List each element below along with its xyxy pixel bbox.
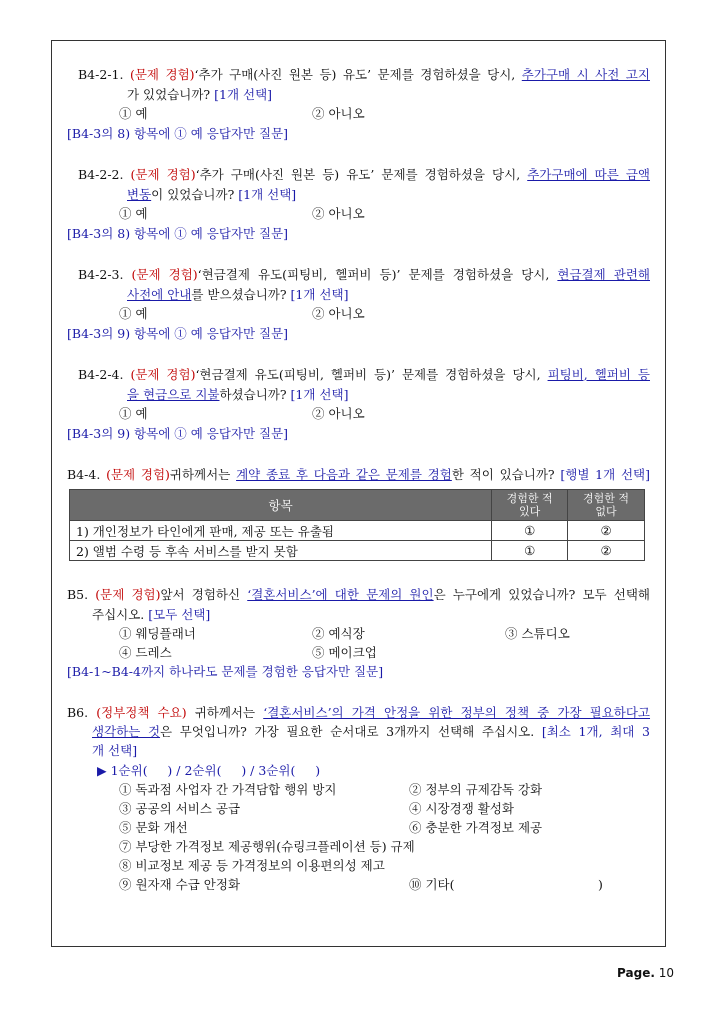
rank-input-line[interactable]: ▶ 1순위( ) / 2순위( ) / 3순위( ) bbox=[97, 763, 321, 778]
question-b4-2-1 bbox=[78, 66, 650, 84]
question-text-cont: 를 받으셨습니까? bbox=[191, 287, 287, 302]
question-text-cont: 가 있었습니까? bbox=[127, 87, 211, 102]
option-wedding-planner[interactable]: ① 웨딩플래너 bbox=[119, 626, 196, 641]
selection-rule: [1개 선택] bbox=[290, 387, 349, 402]
question-number: B4-2-4. bbox=[78, 367, 124, 382]
option-wedding-hall[interactable]: ② 예식장 bbox=[312, 626, 365, 641]
option-other[interactable]: ⑩ 기타( bbox=[409, 877, 455, 892]
option-regulate-unfair-info[interactable]: ⑦ 부당한 가격정보 제공행위(슈링크플레이션 등) 규제 bbox=[119, 839, 415, 854]
question-b5-line2 bbox=[92, 606, 210, 624]
question-text: ‘추가 구매(사진 원본 등) 유도’ 문제를 경험하셨을 당시, bbox=[195, 167, 521, 182]
question-text-cont: 은 무엇입니까? 가장 필요한 순서대로 3개까지 선택해 주십시오. bbox=[160, 724, 535, 739]
selection-rule: [1개 선택] bbox=[290, 287, 349, 302]
question-b4-2-3 bbox=[78, 266, 650, 284]
option-strengthen-regulation[interactable]: ② 정부의 규제감독 강화 bbox=[409, 782, 543, 797]
question-keyword: 계약 종료 후 다음과 같은 문제를 경험 bbox=[236, 467, 452, 482]
question-text: 귀하께서는 bbox=[194, 705, 256, 720]
question-text: 앞서 경험하신 bbox=[160, 587, 241, 602]
option-no[interactable]: ② 아니오 bbox=[312, 406, 365, 421]
question-number: B6. bbox=[67, 705, 89, 720]
question-tag: (정부정책 수요) bbox=[96, 705, 187, 720]
option-price-info[interactable]: ⑥ 충분한 가격정보 제공 bbox=[409, 820, 543, 835]
question-tag: (문제 경험) bbox=[131, 267, 198, 282]
option-other-close: ) bbox=[598, 877, 603, 892]
question-keyword: ‘결혼서비스’에 대한 문제의 원인 bbox=[247, 587, 434, 602]
option-no[interactable]: ② 아니오 bbox=[312, 206, 365, 221]
option-not-experienced[interactable]: ② bbox=[568, 541, 645, 561]
filter-note: [B4-1~B4-4까지 하나라도 문제를 경험한 응답자만 질문] bbox=[67, 664, 384, 679]
option-not-experienced[interactable]: ② bbox=[568, 521, 645, 541]
selection-rule: [모두 선택] bbox=[148, 607, 211, 622]
question-keyword: 추가구매 시 사전 고지 bbox=[521, 67, 650, 82]
question-keyword: 피팅비, 헬퍼비 등 bbox=[547, 367, 650, 382]
row-item: 2) 앨범 수령 등 후속 서비스를 받지 못함 bbox=[70, 541, 492, 561]
option-experienced[interactable]: ① bbox=[492, 521, 568, 541]
question-b4-2-4 bbox=[78, 366, 650, 384]
row-item: 1) 개인정보가 타인에게 판매, 제공 또는 유출됨 bbox=[70, 521, 492, 541]
option-public-supply[interactable]: ③ 공공의 서비스 공급 bbox=[119, 801, 241, 816]
option-yes[interactable]: ① 예 bbox=[119, 206, 148, 221]
option-dress[interactable]: ④ 드레스 bbox=[119, 645, 172, 660]
option-material-supply[interactable]: ⑨ 원자재 수급 안정화 bbox=[119, 877, 241, 892]
question-b6 bbox=[67, 704, 650, 722]
question-number: B4-4. bbox=[67, 467, 101, 482]
option-culture-improvement[interactable]: ⑤ 문화 개선 bbox=[119, 820, 188, 835]
header-not-experienced: 경험한 적 없다 bbox=[568, 490, 645, 521]
question-tag: (문제 경험) bbox=[95, 587, 161, 602]
filter-note: [B4-3의 8) 항목에 ① 예 응답자만 질문] bbox=[67, 126, 289, 141]
selection-rule: [행별 1개 선택] bbox=[560, 467, 650, 482]
filter-note: [B4-3의 9) 항목에 ① 예 응답자만 질문] bbox=[67, 426, 289, 441]
option-no[interactable]: ② 아니오 bbox=[312, 106, 365, 121]
option-makeup[interactable]: ⑤ 메이크업 bbox=[312, 645, 377, 660]
question-number: B4-2-3. bbox=[78, 267, 124, 282]
selection-rule: [1개 선택] bbox=[238, 187, 297, 202]
question-keyword-cont: 사전에 안내 bbox=[127, 287, 192, 302]
question-tag: (문제 경험) bbox=[129, 67, 195, 82]
question-tag: (문제 경험) bbox=[130, 367, 196, 382]
question-text: ‘추가 구매(사진 원본 등) 유도’ 문제를 경험하셨을 당시, bbox=[194, 67, 516, 82]
question-number: B4-2-1. bbox=[78, 67, 124, 82]
filter-note: [B4-3의 8) 항목에 ① 예 응답자만 질문] bbox=[67, 226, 289, 241]
experience-table bbox=[69, 489, 645, 561]
question-text-cont: 이 있었습니까? bbox=[151, 187, 235, 202]
question-b5 bbox=[67, 586, 650, 604]
question-tag: (문제 경험) bbox=[106, 467, 170, 482]
question-number: B5. bbox=[67, 587, 89, 602]
option-market-competition[interactable]: ④ 시장경쟁 활성화 bbox=[409, 801, 514, 816]
option-experienced[interactable]: ① bbox=[492, 541, 568, 561]
question-text-cont: 주십시오. bbox=[92, 607, 145, 622]
question-tag: (문제 경험) bbox=[130, 167, 196, 182]
option-yes[interactable]: ① 예 bbox=[119, 406, 148, 421]
question-keyword-cont: 변동 bbox=[127, 187, 152, 202]
table-row bbox=[70, 521, 645, 541]
question-keyword: 현금결제 관련해 bbox=[557, 267, 650, 282]
question-text-end: 한 적이 있습니까? bbox=[451, 467, 555, 482]
question-b4-2-1-line2 bbox=[127, 86, 272, 104]
question-b4-2-2-line2 bbox=[127, 186, 296, 204]
question-keyword-cont: 생각하는 것 bbox=[92, 724, 161, 739]
option-prevent-collusion[interactable]: ① 독과점 사업자 간 가격담합 행위 방지 bbox=[119, 782, 337, 797]
question-b6-line2 bbox=[92, 723, 650, 741]
table-row bbox=[70, 541, 645, 561]
option-yes[interactable]: ① 예 bbox=[119, 306, 148, 321]
header-experienced: 경험한 적 있다 bbox=[492, 490, 568, 521]
page-label: Page. bbox=[617, 966, 655, 980]
option-no[interactable]: ② 아니오 bbox=[312, 306, 365, 321]
question-keyword: ‘결혼서비스’의 가격 안정을 위한 정부의 정책 중 가장 필요하다고 bbox=[263, 705, 651, 720]
question-number: B4-2-2. bbox=[78, 167, 124, 182]
question-keyword: 추가구매에 따른 금액 bbox=[527, 167, 650, 182]
option-yes[interactable]: ① 예 bbox=[119, 106, 148, 121]
question-b4-2-4-line2 bbox=[127, 386, 348, 404]
question-text: 귀하께서는 bbox=[169, 467, 231, 482]
page-number bbox=[617, 966, 674, 980]
question-b4-2-2 bbox=[78, 166, 650, 184]
page-number-value: 10 bbox=[658, 966, 674, 980]
selection-rule: [1개 선택] bbox=[214, 87, 273, 102]
selection-rule-cont: 개 선택] bbox=[92, 743, 138, 758]
selection-rule: [최소 1개, 최대 3 bbox=[541, 724, 650, 739]
question-b4-4 bbox=[67, 466, 650, 484]
question-text: ‘현금결제 유도(피팅비, 헬퍼비 등)’ 문제를 경험하셨을 당시, bbox=[195, 367, 541, 382]
question-text-cont: 하셨습니까? bbox=[219, 387, 287, 402]
question-keyword-cont: 을 현금으로 지불 bbox=[127, 387, 220, 402]
option-comparison-info[interactable]: ⑧ 비교정보 제공 등 가격정보의 이용편의성 제고 bbox=[119, 858, 385, 873]
question-b4-2-3-line2 bbox=[127, 286, 348, 304]
question-text-end: 은 누구에게 있었습니까? 모두 선택해 bbox=[433, 587, 650, 602]
option-studio[interactable]: ③ 스튜디오 bbox=[505, 626, 570, 641]
filter-note: [B4-3의 9) 항목에 ① 예 응답자만 질문] bbox=[67, 326, 289, 341]
header-item: 항목 bbox=[70, 490, 492, 521]
question-text: ‘현금결제 유도(피팅비, 헬퍼비 등)’ 문제를 경험하셨을 당시, bbox=[197, 267, 550, 282]
